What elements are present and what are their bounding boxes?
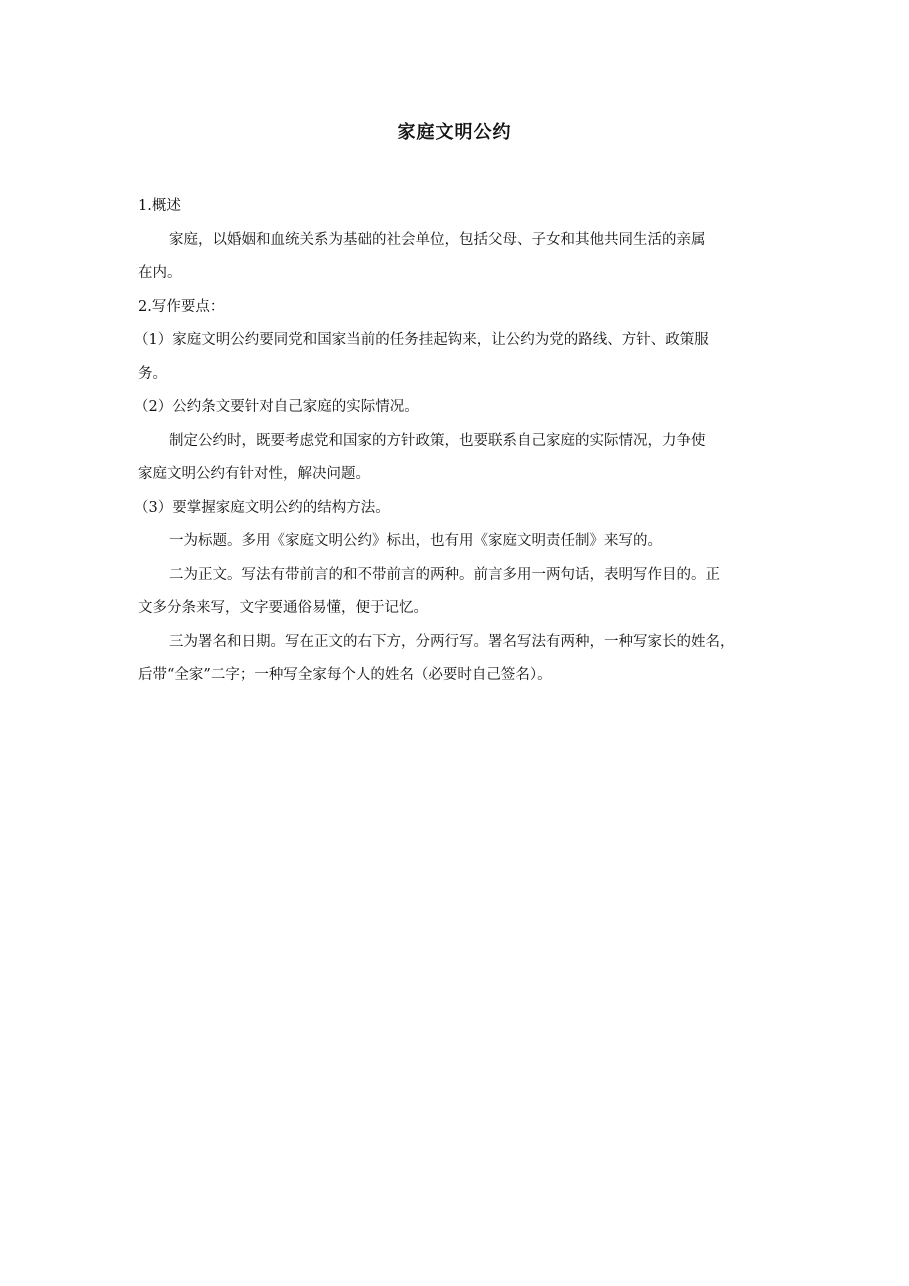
paragraph-line: 三为署名和日期。写在正文的右下方，分两行写。署名写法有两种，一种写家长的姓名， [169,633,735,650]
paragraph-line: 家庭文明公约有针对性，解决问题。 [138,466,370,482]
point-heading-3: （3）要掌握家庭文明公约的结构方法。 [134,499,390,516]
paragraph-line: 务。 [138,365,167,382]
paragraph-line: 后带“全家”二字；一种写全家每个人的姓名（必要时自己签名）。 [138,667,552,683]
paragraph-line: 家庭，以婚姻和血统关系为基础的社会单位，包括父母、子女和其他共同生活的亲属 [169,231,706,248]
paragraph-line: 二为正文。写法有带前言的和不带前言的两种。前言多用一两句话，表明写作目的。正 [169,566,720,583]
point-heading-1: （1）家庭文明公约要同党和国家当前的任务挂起钩来，让公约为党的路线、方针、政策服 [134,332,709,348]
point-heading-2: （2）公约条文要针对自己家庭的实际情况。 [134,399,419,415]
document-title: 家庭文明公约 [397,122,512,143]
section-heading-key-points: 2.写作要点： [138,298,225,315]
paragraph-line: 文多分条来写，文字要通俗易懂，便于记忆。 [138,600,428,616]
document-body [134,190,778,693]
paragraph-line: 制定公约时，既要考虑党和国家的方针政策，也要联系自己家庭的实际情况，力争使 [169,432,706,449]
paragraph-line: 在内。 [138,265,182,281]
paragraph-line: 一为标题。多用《家庭文明公约》标出，也有用《家庭文明责任制》来写的。 [169,533,662,549]
section-heading-overview: 1.概述 [138,198,181,214]
